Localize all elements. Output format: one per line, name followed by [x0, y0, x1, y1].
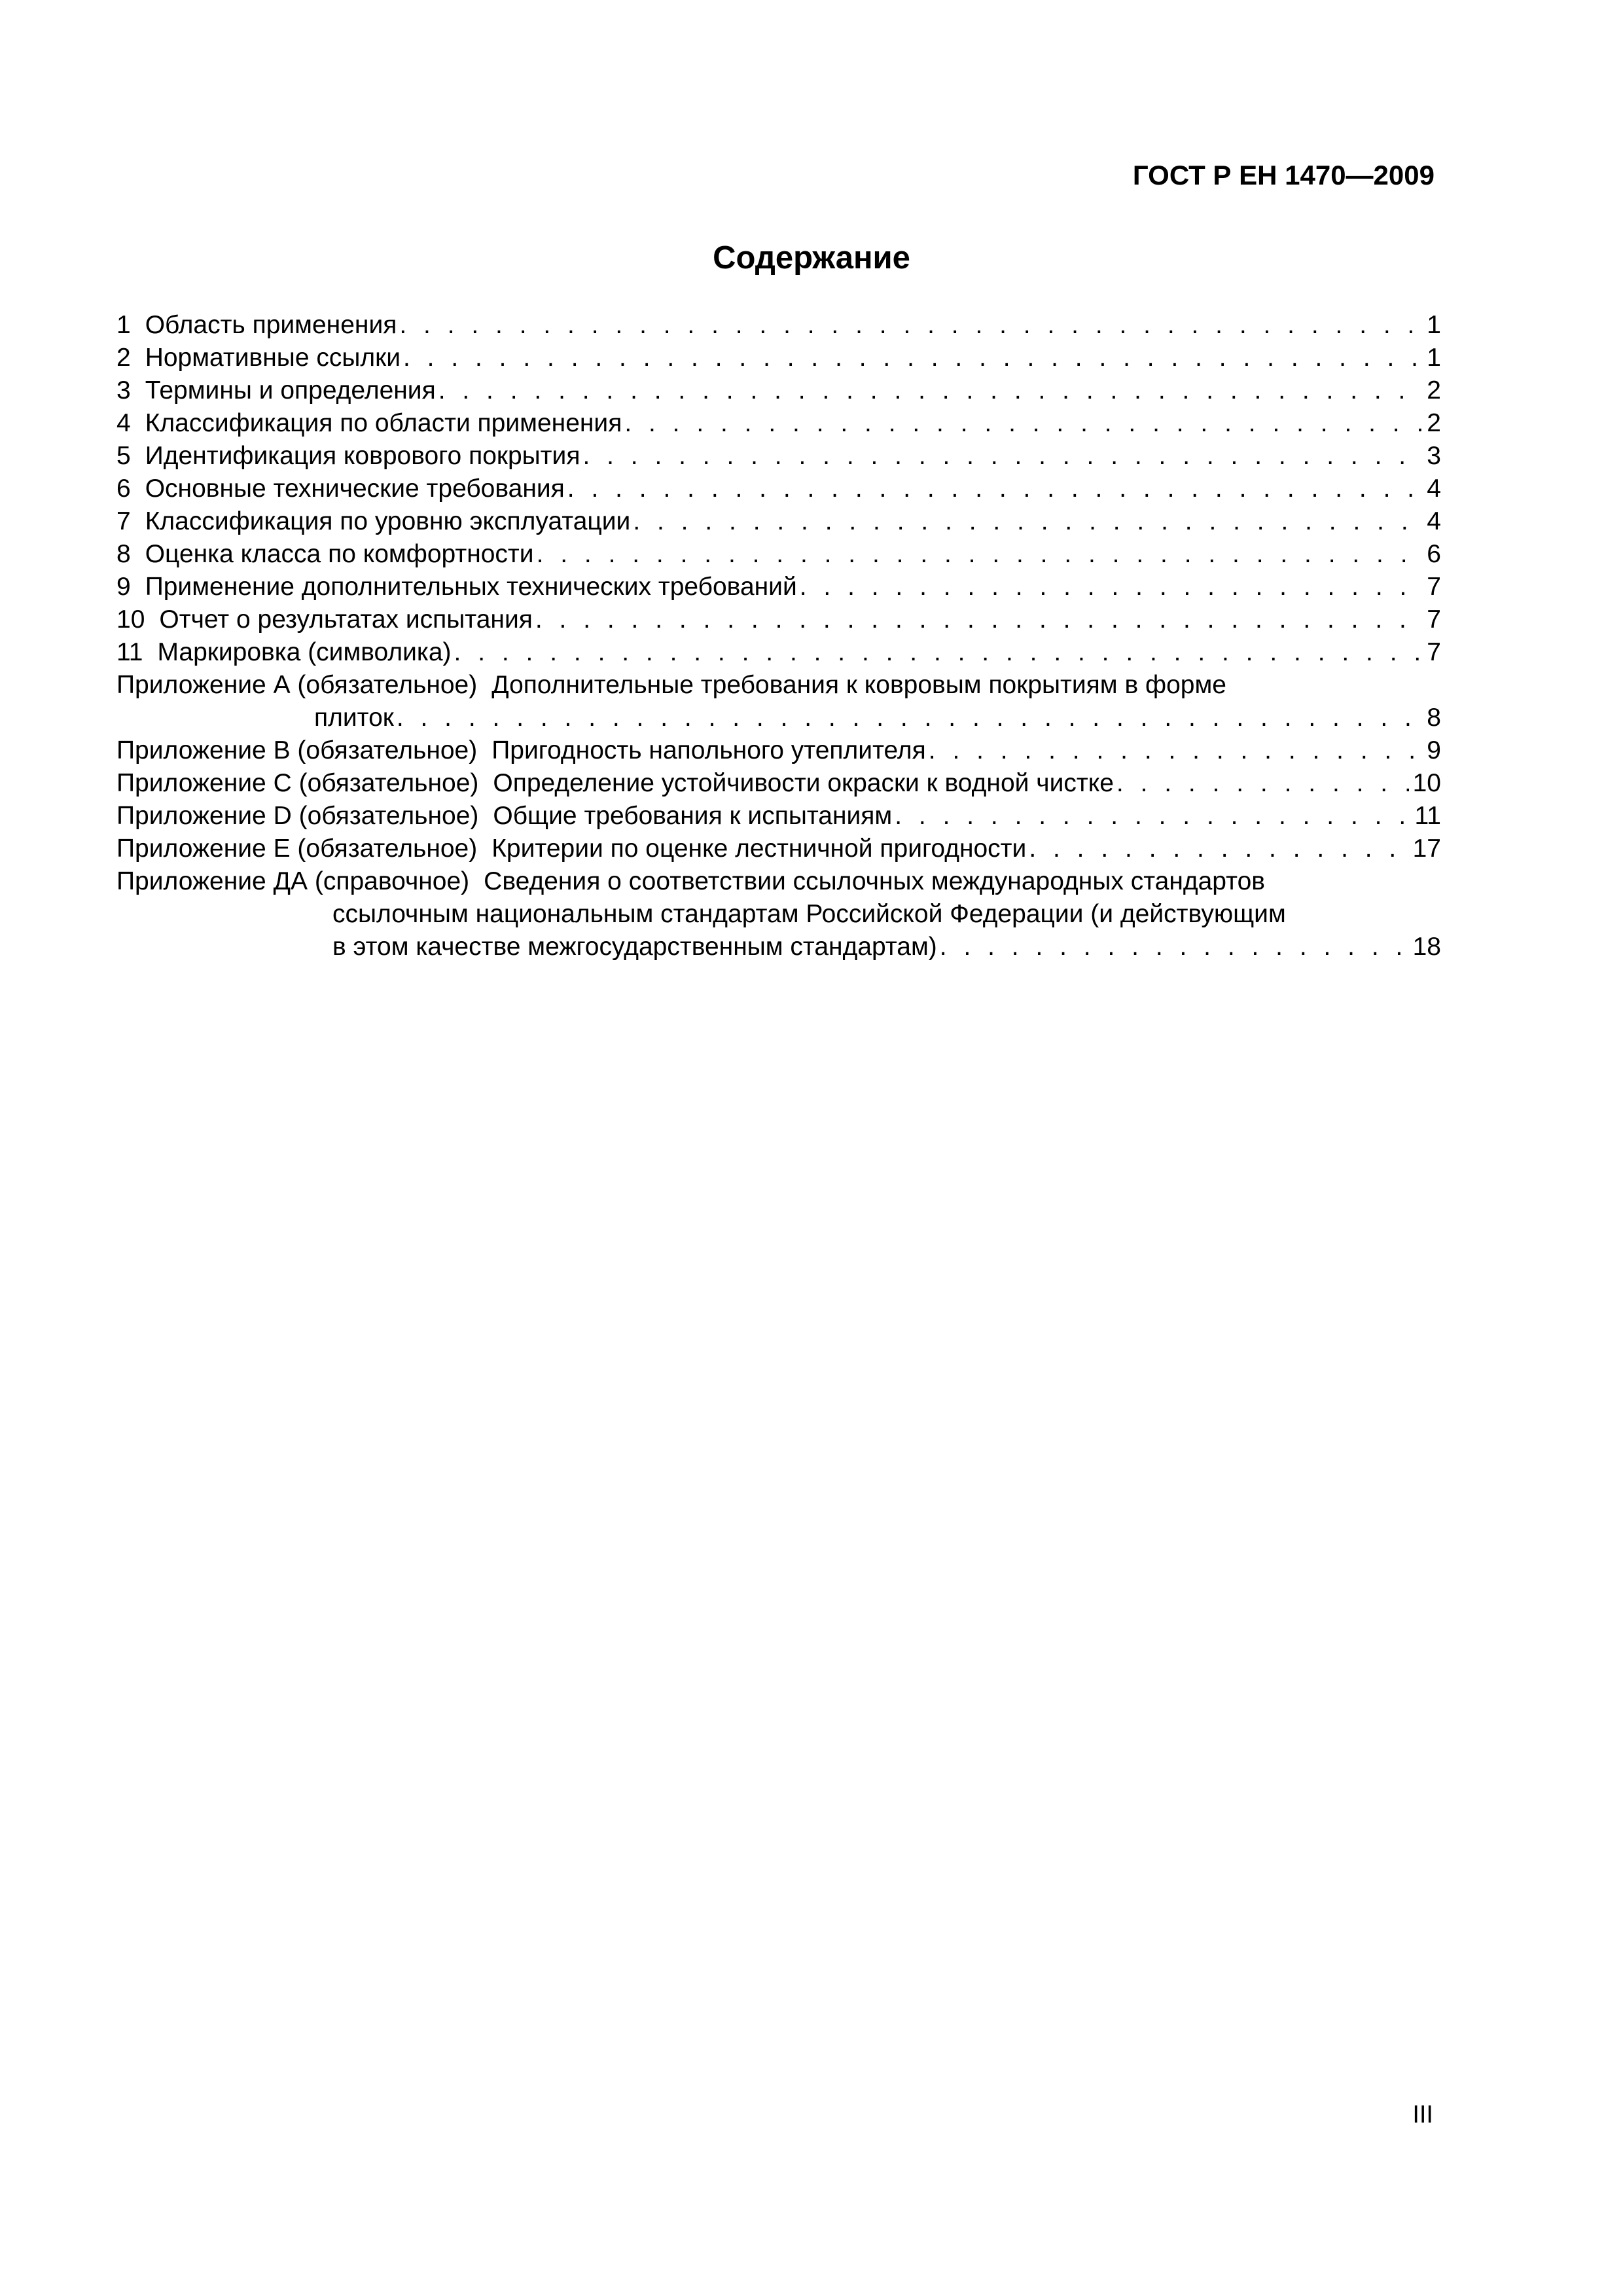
toc-entry[interactable]	[116, 374, 1441, 407]
toc-entry-title: Классификация по области применения	[145, 409, 622, 437]
dot-leader	[403, 342, 1423, 374]
toc-title: Содержание	[713, 240, 910, 276]
toc-entry-title: Маркировка (символика)	[157, 638, 452, 666]
dot-leader	[633, 505, 1423, 538]
toc-annex-a[interactable]	[116, 669, 1441, 702]
annex-label: Приложение А (обязательное)	[116, 671, 478, 699]
toc-entry-title: Классификация по уровню эксплуатации	[145, 507, 631, 535]
toc-entry-title: Нормативные ссылки	[145, 344, 401, 372]
toc-entry-number: 9	[116, 573, 131, 601]
toc-annex-da-continued[interactable]	[116, 898, 1441, 931]
dot-leader	[800, 571, 1423, 603]
toc-entry-number: 11	[116, 638, 143, 666]
toc-entry[interactable]	[116, 571, 1441, 603]
toc-entry-number: 6	[116, 475, 131, 503]
toc-entry-title: Термины и определения	[145, 376, 436, 404]
toc-entry[interactable]	[116, 636, 1441, 669]
toc-entry-page: 11	[1414, 802, 1441, 830]
toc-entry-page: 8	[1427, 704, 1441, 732]
toc-entry-page: 4	[1427, 475, 1441, 503]
toc-entry-title: Отчет о результатах испытания	[159, 605, 533, 634]
toc-annex-b[interactable]	[116, 734, 1441, 767]
toc-entry-page: 7	[1427, 638, 1441, 666]
toc-entry-page: 6	[1427, 540, 1441, 568]
toc-annex-a-continued[interactable]	[116, 702, 1441, 734]
toc-entry-number: 1	[116, 311, 131, 339]
toc-entry-page: 10	[1412, 769, 1441, 797]
toc-entry-number: 4	[116, 409, 131, 437]
toc-entry-page: 1	[1427, 311, 1441, 339]
toc-entry-page: 3	[1427, 442, 1441, 470]
toc-annex-da-continued[interactable]	[116, 931, 1441, 963]
document-code: ГОСТ Р ЕН 1470—2009	[1132, 160, 1435, 190]
toc-annex-d[interactable]	[116, 800, 1441, 833]
toc-entry[interactable]	[116, 505, 1441, 538]
dot-leader	[399, 309, 1423, 342]
annex-title: Пригодность напольного утеплителя	[491, 736, 926, 764]
toc-entry[interactable]	[116, 538, 1441, 571]
toc-entry-page: 4	[1427, 507, 1441, 535]
annex-label: Приложение D (обязательное)	[116, 802, 479, 830]
annex-label: Приложение В (обязательное)	[116, 736, 478, 764]
toc-entry-page: 7	[1427, 605, 1441, 634]
annex-title: Определение устойчивости окраски к водной чистке	[493, 769, 1114, 797]
dot-leader	[454, 636, 1423, 669]
dot-leader	[438, 374, 1423, 407]
toc-entry-title: Применение дополнительных технических требований	[145, 573, 797, 601]
dot-leader	[929, 734, 1423, 767]
toc-entry[interactable]	[116, 473, 1441, 505]
toc-entry[interactable]	[116, 440, 1441, 473]
toc-entry-page: 7	[1427, 573, 1441, 601]
toc-annex-da[interactable]	[116, 865, 1441, 898]
dot-leader	[397, 702, 1423, 734]
toc-entry[interactable]	[116, 309, 1441, 342]
toc-entry-page: 17	[1412, 834, 1441, 863]
toc-annex-e[interactable]	[116, 833, 1441, 865]
dot-leader	[567, 473, 1423, 505]
annex-title-continued: ссылочным национальным стандартам Российской Федерации (и действующим	[332, 900, 1286, 928]
annex-title: Критерии по оценке лестничной пригодности	[491, 834, 1027, 863]
toc-entry-number: 10	[116, 605, 145, 634]
dot-leader	[535, 603, 1423, 636]
annex-label: Приложение ДА (справочное)	[116, 867, 470, 895]
toc-entry-number: 2	[116, 344, 131, 372]
toc-entry-page: 1	[1427, 344, 1441, 372]
toc-entry-title: Идентификация коврового покрытия	[145, 442, 580, 470]
toc-annex-c[interactable]	[116, 767, 1441, 800]
table-of-contents	[116, 309, 1441, 963]
annex-title-continued: плиток	[314, 704, 394, 732]
page-number: III	[1412, 2101, 1433, 2128]
dot-leader	[895, 800, 1410, 833]
annex-title: Дополнительные требования к ковровым покрытиям в форме	[491, 671, 1226, 699]
toc-entry-title: Область применения	[145, 311, 397, 339]
toc-entry[interactable]	[116, 603, 1441, 636]
dot-leader	[1029, 833, 1408, 865]
annex-label: Приложение Е (обязательное)	[116, 834, 478, 863]
toc-entry-number: 8	[116, 540, 131, 568]
annex-label: Приложение С (обязательное)	[116, 769, 479, 797]
toc-entry-number: 3	[116, 376, 131, 404]
dot-leader	[940, 931, 1409, 963]
toc-entry-page: 9	[1427, 736, 1441, 764]
dot-leader	[537, 538, 1423, 571]
dot-leader	[1116, 767, 1409, 800]
toc-entry-title: Оценка класса по комфортности	[145, 540, 534, 568]
annex-title: Общие требования к испытаниям	[493, 802, 893, 830]
toc-entry-page: 2	[1427, 376, 1441, 404]
dot-leader	[582, 440, 1423, 473]
toc-entry-number: 5	[116, 442, 131, 470]
dot-leader	[624, 407, 1423, 440]
toc-entry[interactable]	[116, 407, 1441, 440]
toc-entry-page: 18	[1412, 933, 1441, 961]
annex-title-continued: в этом качестве межгосударственным стандартам)	[332, 933, 937, 961]
annex-title: Сведения о соответствии ссылочных международных стандартов	[484, 867, 1265, 895]
toc-entry-page: 2	[1427, 409, 1441, 437]
toc-entry[interactable]	[116, 342, 1441, 374]
toc-entry-number: 7	[116, 507, 131, 535]
toc-entry-title: Основные технические требования	[145, 475, 565, 503]
